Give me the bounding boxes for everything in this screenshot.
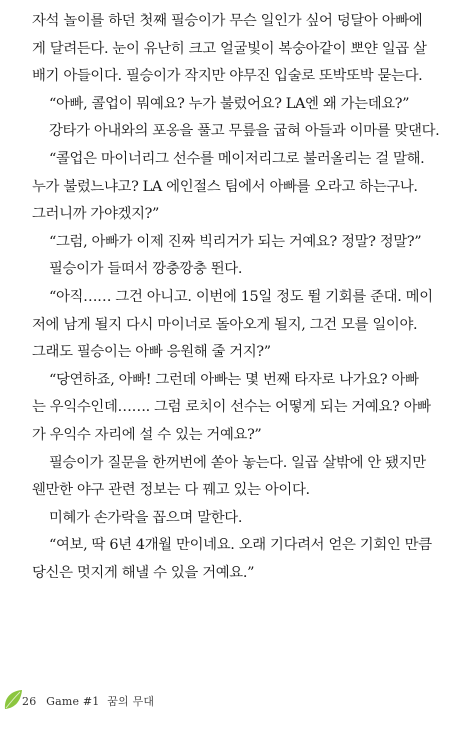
text-line: 필승이가 들떠서 깡충깡충 뛴다. bbox=[49, 261, 243, 278]
text-line: “당연하죠, 아빠! 그런데 아빠는 몇 번째 타자로 나가요? 아빠 bbox=[49, 371, 419, 388]
text-line: 배기 아들이다. 필승이가 작지만 야무진 입술로 또박또박 묻는다. bbox=[32, 68, 423, 85]
leaf-icon bbox=[2, 688, 24, 712]
page-footer bbox=[0, 684, 470, 732]
text-line: “아빠, 콜업이 뭐예요? 누가 불렀어요? LA엔 왜 가는데요?” bbox=[49, 95, 410, 112]
text-line: 자석 놀이를 하던 첫째 필승이가 무슨 일인가 싶어 덩달아 아빠에 bbox=[32, 13, 423, 29]
page-number: 26 bbox=[22, 695, 37, 708]
text-line: 웬만한 야구 관련 정보는 다 꿰고 있는 아이다. bbox=[32, 482, 310, 499]
chapter-title: 꿈의 무대 bbox=[107, 695, 155, 708]
text-line: 미혜가 손가락을 꼽으며 말한다. bbox=[49, 509, 243, 526]
text-line: “아직…… 그건 아니고. 이번에 15일 정도 뛸 기회를 준대. 메이 bbox=[49, 288, 433, 305]
page-number-line bbox=[22, 693, 154, 709]
text-line: 그러니까 가야겠지?” bbox=[32, 206, 160, 223]
text-line: “콜업은 마이너리그 선수를 메이저리그로 불러올리는 걸 말해. bbox=[49, 150, 425, 167]
text-line: 는 우익수인데……. 그럼 로치이 선수는 어떻게 되는 거예요? 아빠 bbox=[32, 399, 431, 416]
text-line: 저에 남게 될지 다시 마이너로 돌아오게 될지, 그건 모를 일이야. bbox=[32, 316, 418, 333]
text-line: 강타가 아내와의 포옹을 풀고 무릎을 굽혀 아들과 이마를 맞댄다. bbox=[49, 123, 440, 140]
body-text bbox=[32, 8, 442, 587]
text-line: “여보, 딱 6년 4개월 만이네요. 오래 기다려서 얻은 기회인 만큼 bbox=[49, 537, 432, 554]
text-line: 누가 불렀느냐고? LA 에인절스 팀에서 아빠를 오라고 하는구나. bbox=[32, 178, 418, 195]
text-line: “그럼, 아빠가 이제 진짜 빅리거가 되는 거예요? 정말? 정말?” bbox=[49, 233, 422, 250]
text-line: 필승이가 질문을 한꺼번에 쏟아 놓는다. 일곱 살밖에 안 됐지만 bbox=[49, 454, 426, 471]
text-line: 가 우익수 자리에 설 수 있는 거예요?” bbox=[32, 426, 262, 443]
text-line: 그래도 필승이는 아빠 응원해 줄 거지?” bbox=[32, 344, 271, 361]
text-line: 게 달려든다. 눈이 유난히 크고 얼굴빛이 복숭아같이 뽀얀 일곱 살 bbox=[32, 40, 427, 57]
text-line: 당신은 멋지게 해낼 수 있을 거예요.” bbox=[32, 564, 255, 581]
game-label: Game #1 bbox=[46, 695, 100, 708]
